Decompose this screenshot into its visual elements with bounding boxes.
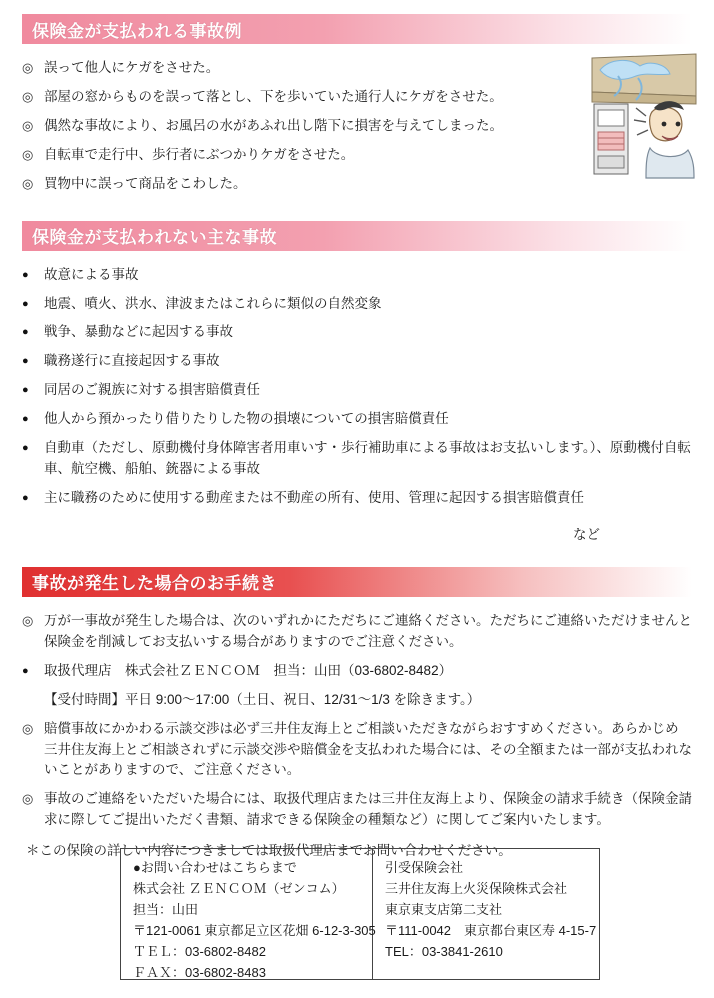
list-item-text: 故意による事故 [44, 266, 139, 282]
list-item-text: 自動車（ただし、原動機付身体障害者用車いす・歩行補助車による事故はお支払いします。）、原動機付自転車、航空機、船舶、銃器による事故 [44, 440, 691, 477]
marker-icon: ◎ [22, 175, 34, 191]
marker-icon: ◎ [22, 117, 34, 133]
not-paid-footnote: など [573, 526, 600, 542]
not-paid-list [22, 265, 692, 509]
list-item [22, 661, 692, 682]
marker-icon: ● [22, 384, 29, 397]
list-item [22, 351, 692, 372]
contact-box [120, 848, 600, 980]
marker-icon: ● [22, 491, 29, 504]
marker-icon: ● [22, 442, 29, 455]
section-heading-paid-examples [22, 14, 692, 44]
list-item [22, 611, 692, 653]
list-item [22, 690, 692, 711]
procedure-list-top [22, 611, 692, 653]
list-item [22, 380, 692, 401]
marker-icon: ● [22, 297, 29, 310]
list-item-text: 事故のご連絡をいただいた場合には、取扱代理店または三井住友海上より、保険金の請求手続き（保険金請求に際してご提出いただく書類、請求できる保険金の種類など）に関してご案内いたします。 [44, 791, 692, 828]
marker-icon: ◎ [22, 88, 34, 104]
list-item [22, 322, 692, 343]
marker-icon: ● [22, 326, 29, 339]
marker-icon: ● [22, 413, 29, 426]
list-item-text: 買物中に誤って商品をこわした。 [44, 175, 247, 191]
section-heading-text: 事故が発生した場合のお手続き [32, 574, 277, 594]
contact-line: 担当：山田 [133, 902, 199, 918]
section-heading-text: 保険金が支払われる事故例 [32, 21, 242, 41]
list-item-text: 万が一事故が発生した場合は、次のいずれかにただちにご連絡ください。ただちにご連絡いただけませんと保険金を削減してお支払いする場合がありますのでご注意ください。 [44, 612, 692, 649]
agency-hours: 【受付時間】平日 9:00〜17:00（土日、祝日、12/31〜1/3 を除きます。） [44, 691, 481, 707]
contact-line: 三井住友海上火災保険株式会社 [385, 881, 568, 897]
list-item-text: 戦争、暴動などに起因する事故 [44, 324, 233, 340]
section-heading-procedure [22, 567, 692, 597]
list-item-text: 偶然な事故により、お風呂の水があふれ出し階下に損害を与えてしまった。 [44, 117, 503, 133]
procedure-list-rest [22, 719, 692, 832]
marker-icon: ● [22, 664, 29, 677]
contact-line: ●お問い合わせはこちらまで [133, 860, 297, 875]
contact-line: TEL：03-3841-2610 [385, 944, 503, 960]
list-item [22, 488, 692, 509]
list-item-text: 主に職務のために使用する動産または不動産の所有、使用、管理に起因する損害賠償責任 [44, 489, 584, 505]
agency-line: 取扱代理店 株式会社ＺＥＮＣＯＭ 担当：山田（03-6802-8482） [44, 662, 453, 678]
marker-icon: ◎ [22, 612, 34, 628]
list-item [22, 789, 692, 831]
marker-icon: ◎ [22, 60, 34, 75]
contact-line: 引受保険会社 [385, 860, 464, 875]
agency-contact-list [22, 661, 692, 711]
section-heading-text: 保険金が支払われない主な事故 [32, 228, 277, 248]
list-item-text: 他人から預かったり借りたりした物の損壊についての損害賠償責任 [44, 411, 449, 427]
contact-line: ＴＥＬ：03-6802-8482 [133, 944, 266, 960]
list-item [22, 719, 692, 782]
list-item-text: 部屋の窓からものを誤って落とし、下を歩いていた通行人にケガをさせた。 [44, 88, 503, 104]
list-item-text: 自転車で走行中、歩行者にぶつかりケガをさせた。 [44, 146, 355, 162]
accident-illustration [558, 52, 698, 182]
contact-line: ＦＡＸ：03-6802-8483 [133, 965, 266, 981]
list-item-text: 賠償事故にかかわる示談交渉は必ず三井住友海上とご相談いただきながらおすすめください。あらかじめ三井住友海上とご相談されずに示談交渉や賠償金を支払われた場合には、その全額または一部が支払われないことがありますので、ご注意ください。 [44, 720, 692, 778]
list-item-text: 誤って他人にケガをさせた。 [44, 60, 220, 75]
contact-line: 東京東支店第二支社 [385, 902, 503, 918]
marker-icon: ● [22, 268, 29, 281]
list-item [22, 409, 692, 430]
list-item-text: 同居のご親族に対する損害賠償責任 [44, 382, 260, 398]
contact-line: 〒121-0061 東京都足立区花畑 6-12-3-305 [133, 923, 376, 939]
contact-line: 株式会社 ＺＥＮＣＯＭ（ゼンコム） [133, 881, 345, 897]
marker-icon: ● [22, 355, 29, 368]
contact-line: 〒111-0042 東京都台東区寿 4-15-7 [385, 923, 597, 939]
marker-icon: ◎ [22, 791, 34, 807]
list-item-text: 地震、噴火、洪水、津波またはこれらに類似の自然変象 [44, 295, 382, 311]
procedure-note: ＊この保険の詳しい内容につきましては取扱代理店までお問い合わせください。 [26, 843, 512, 859]
marker-icon: ◎ [22, 146, 34, 162]
section-heading-not-paid [22, 221, 692, 251]
list-item-text: 職務遂行に直接起因する事故 [44, 353, 220, 369]
contact-insurer-column [373, 849, 601, 979]
list-item [22, 438, 692, 480]
marker-icon: ◎ [22, 720, 34, 736]
list-item [22, 265, 692, 286]
list-item [22, 294, 692, 315]
contact-agency-column [121, 849, 376, 981]
